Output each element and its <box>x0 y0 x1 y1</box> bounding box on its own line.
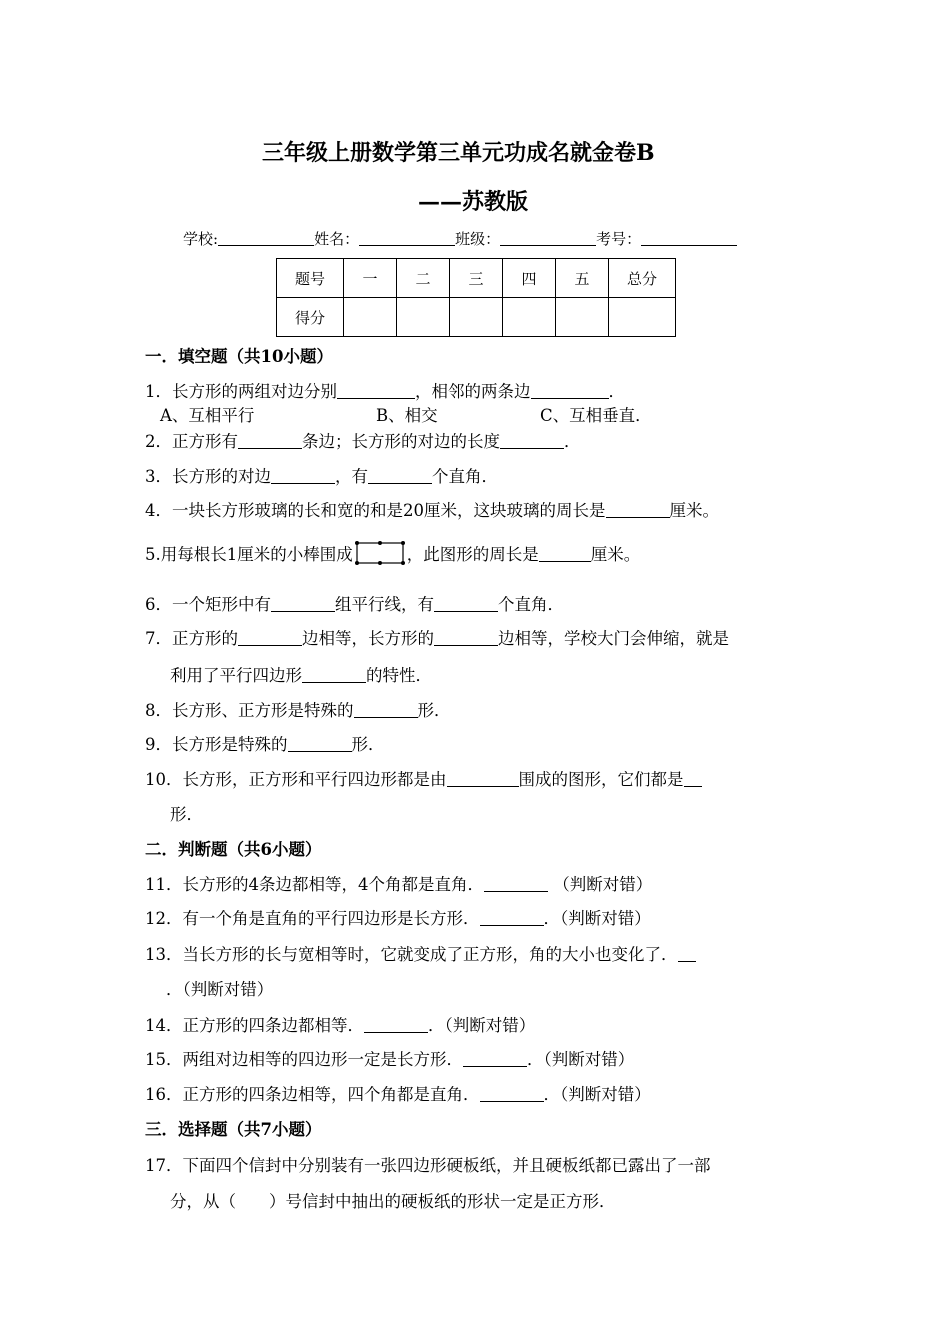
q6-text-a: 6．一个矩形中有 <box>145 595 271 614</box>
question-7-cont <box>170 662 432 686</box>
score-cell[interactable] <box>503 298 556 337</box>
student-info-line <box>183 228 737 249</box>
q14-text-b: ．（判断对错） <box>428 1016 536 1035</box>
name-label: 姓名： <box>314 230 360 248</box>
q11-text-a: 11．长方形的4条边都相等，4个角都是直角． <box>145 875 484 894</box>
q5-text-c: 厘米。 <box>590 545 641 564</box>
question-2 <box>145 428 581 452</box>
question-3 <box>145 463 498 487</box>
q2-text-b: 条边；长方形的对边的长度 <box>302 432 500 451</box>
q9-blank-1[interactable] <box>288 735 352 753</box>
q4-text-a: 4．一块长方形玻璃的长和宽的和是20厘米，这块玻璃的周长是 <box>145 501 606 520</box>
question-13-cont <box>166 976 273 1000</box>
exam-no-blank[interactable] <box>641 230 737 246</box>
q5-text-b: ，此图形的周长是 <box>406 545 539 564</box>
score-cell[interactable] <box>609 298 676 337</box>
q16-text-a: 16．正方形的四条边相等，四个角都是直角． <box>145 1085 480 1104</box>
q4-text-b: 厘米。 <box>669 501 719 520</box>
q8-text-a: 8．长方形、正方形是特殊的 <box>145 701 354 720</box>
q5-text-a: 5.用每根长1厘米的小棒围成 <box>145 545 353 564</box>
q6-blank-1[interactable] <box>271 595 335 613</box>
q1-blank-2[interactable] <box>531 382 609 400</box>
q16-blank[interactable] <box>480 1085 544 1103</box>
q17-text-a: 17．下面四个信封中分别装有一张四边形硬板纸，并且硬板纸都已露出了一部 <box>145 1156 711 1175</box>
q10-text-a: 10．长方形，正方形和平行四边形都是由 <box>145 770 447 789</box>
q10-text-b: 围成的图形，它们都是 <box>518 770 684 789</box>
q7-text-a: 7．正方形的 <box>145 629 238 648</box>
question-16 <box>145 1081 651 1105</box>
score-cell[interactable] <box>344 298 397 337</box>
q15-text-a: 15．两组对边相等的四边形一定是长方形． <box>145 1050 463 1069</box>
question-8 <box>145 697 451 721</box>
q3-text-c: 个直角． <box>432 467 498 486</box>
question-13 <box>145 941 696 965</box>
q7-text-b: 边相等，长方形的 <box>302 629 434 648</box>
q13-text-a: 13．当长方形的长与宽相等时，它就变成了正方形，角的大小也变化了． <box>145 945 678 964</box>
q9-text-a: 9．长方形是特殊的 <box>145 735 288 754</box>
q15-blank[interactable] <box>463 1050 527 1068</box>
section-3-heading: 三．选择题（共7小题） <box>145 1120 322 1139</box>
q1-option-b: B、相交 <box>376 406 438 425</box>
q6-text-b: 组平行线，有 <box>335 595 434 614</box>
name-blank[interactable] <box>359 230 455 246</box>
score-header-cell: 二 <box>397 259 450 298</box>
score-cell[interactable] <box>397 298 450 337</box>
score-cell[interactable] <box>450 298 503 337</box>
school-label: 学校: <box>183 230 219 248</box>
q1-text-b: ，相邻的两条边 <box>415 382 531 401</box>
q6-blank-2[interactable] <box>434 595 498 613</box>
q13-blank[interactable] <box>678 945 696 963</box>
q2-text-c: ． <box>564 432 581 451</box>
q9-text-b: 形． <box>351 735 385 754</box>
score-header-cell: 题号 <box>277 259 344 298</box>
q8-blank-1[interactable] <box>354 701 418 719</box>
q10-blank-2[interactable] <box>684 770 702 788</box>
q3-text-a: 3．长方形的对边 <box>145 467 271 486</box>
score-table-header-row <box>277 259 676 298</box>
question-5 <box>145 540 640 566</box>
q7-blank-1[interactable] <box>238 629 302 647</box>
q10-blank-1[interactable] <box>447 770 519 788</box>
q2-text-a: 2．正方形有 <box>145 432 238 451</box>
stick-rectangle-figure <box>355 540 405 566</box>
q17-text-b: 分，从（ ）号信封中抽出的硬板纸的形状一定是正方形． <box>170 1192 616 1211</box>
q1-text-a: 1．长方形的两组对边分别 <box>145 382 337 401</box>
q7-blank-3[interactable] <box>302 666 366 684</box>
q1-text-c: ． <box>608 382 625 401</box>
q12-text-b: ．（判断对错） <box>543 909 651 928</box>
question-12 <box>145 905 651 929</box>
question-1 <box>145 378 625 402</box>
q3-text-b: ，有 <box>335 467 368 486</box>
q1-option-a: A、互相平行 <box>160 406 255 425</box>
question-7 <box>145 625 729 649</box>
q16-text-b: ．（判断对错） <box>543 1085 651 1104</box>
q7-text-c: 边相等，学校大门会伸缩，就是 <box>498 629 729 648</box>
q14-blank[interactable] <box>364 1016 428 1034</box>
score-header-cell: 一 <box>344 259 397 298</box>
score-header-cell: 总分 <box>609 259 676 298</box>
question-14 <box>145 1012 535 1036</box>
section-1-heading: 一．填空题（共10小题） <box>145 347 333 366</box>
question-11 <box>145 871 652 895</box>
q8-text-b: 形． <box>417 701 451 720</box>
q6-text-c: 个直角． <box>498 595 564 614</box>
question-9 <box>145 731 385 755</box>
q12-text-a: 12．有一个角是直角的平行四边形是长方形． <box>145 909 480 928</box>
q13-text-b: ．（判断对错） <box>166 980 274 999</box>
q3-blank-1[interactable] <box>271 467 335 485</box>
section-2-heading: 二．判断题（共6小题） <box>145 840 322 859</box>
q12-blank[interactable] <box>480 909 544 927</box>
score-row-label: 得分 <box>277 298 344 337</box>
q1-blank-1[interactable] <box>337 382 415 400</box>
q2-blank-1[interactable] <box>238 432 302 450</box>
score-header-cell: 四 <box>503 259 556 298</box>
question-10 <box>145 766 702 790</box>
class-blank[interactable] <box>500 230 596 246</box>
q15-text-b: ．（判断对错） <box>527 1050 635 1069</box>
q3-blank-2[interactable] <box>368 467 432 485</box>
q1-option-c: C、互相垂直． <box>540 406 652 425</box>
question-15 <box>145 1046 634 1070</box>
q11-blank[interactable] <box>484 875 548 893</box>
exam-title: 三年级上册数学第三单元功成名就金卷B <box>262 140 655 166</box>
question-10-cont <box>170 801 203 825</box>
exam-no-label: 考号： <box>596 230 642 248</box>
question-17-cont <box>170 1188 616 1212</box>
exam-subtitle: ——苏教版 <box>418 189 529 215</box>
question-17 <box>145 1152 711 1176</box>
q7-blank-2[interactable] <box>434 629 498 647</box>
score-table-score-row <box>277 298 676 337</box>
q11-text-b: （判断对错） <box>553 875 653 894</box>
score-table <box>276 258 676 337</box>
question-1-options <box>160 402 652 426</box>
q7-text-d: 利用了平行四边形 <box>170 666 302 685</box>
q2-blank-2[interactable] <box>500 432 564 450</box>
question-4 <box>145 497 719 521</box>
q4-blank-1[interactable] <box>606 501 670 519</box>
q7-text-e: 的特性． <box>366 666 432 685</box>
score-cell[interactable] <box>556 298 609 337</box>
score-header-cell: 三 <box>450 259 503 298</box>
q14-text-a: 14．正方形的四条边都相等． <box>145 1016 364 1035</box>
school-blank[interactable] <box>218 230 314 246</box>
question-6 <box>145 591 564 615</box>
q5-blank-1[interactable] <box>539 545 591 563</box>
q10-text-c: 形． <box>170 805 203 824</box>
class-label: 班级： <box>455 230 501 248</box>
score-header-cell: 五 <box>556 259 609 298</box>
